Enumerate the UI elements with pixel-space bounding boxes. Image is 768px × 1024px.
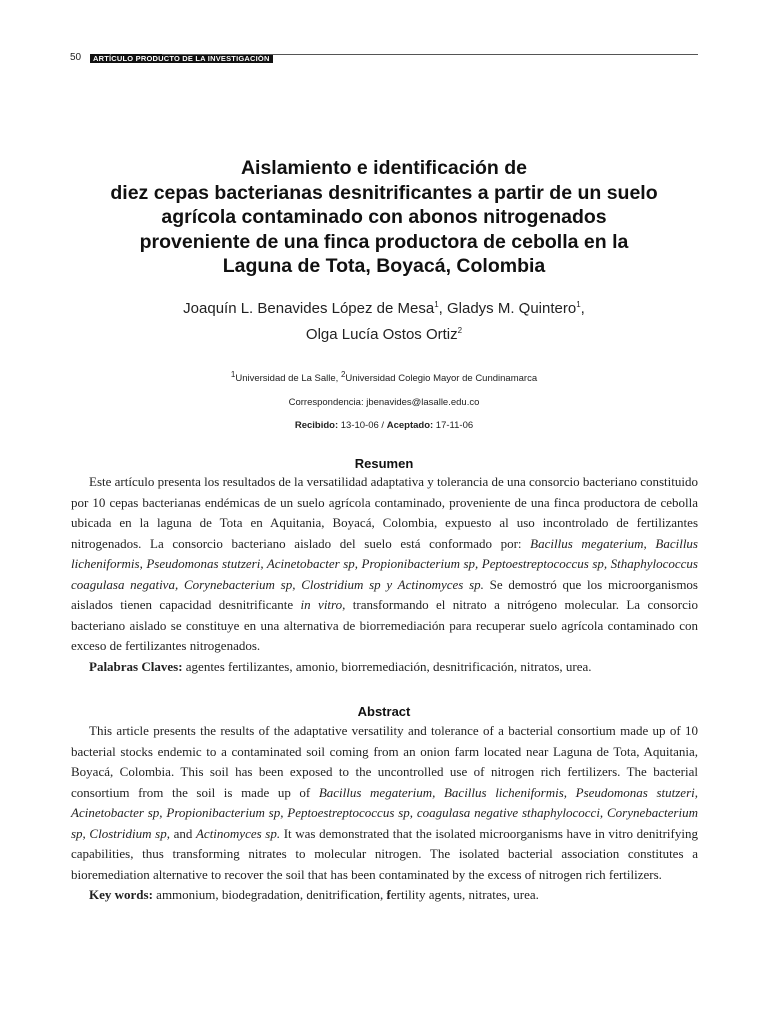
author-affil-mark: 1 [576, 300, 581, 309]
received-date: 13-10-06 / [338, 420, 387, 431]
resumen-keywords [71, 657, 698, 678]
italic-term: in vitro [300, 597, 343, 612]
text-run: This article presents the results of the adaptative versatility and tolerance of a bacterial consortium made up of 10 bacterial stocks endemic to a contaminated soil coming from an onion farm located near Laguna de Tota, Aquitania, Boyacá, Colombia. This soil has been exposed to the uncontrolled use of nitrogen rich fertilizers. The bacterial consortium from the soil is made up of [71, 723, 698, 800]
received-label: Recibido: [294, 420, 339, 431]
italic-term: Actinomyces sp. [195, 825, 281, 841]
text-run: , and [166, 825, 196, 841]
author-separator: , [580, 300, 585, 317]
title-line: diez cepas bacterianas desnitrificantes a partir de un suelo [110, 181, 658, 204]
accepted-label: Aceptado: [386, 420, 434, 431]
author-line [60, 296, 708, 322]
section-label: ARTÍCULO PRODUCTO DE LA INVESTIGACIÓN [90, 54, 273, 63]
article-title [60, 156, 708, 279]
author-affil-mark: 2 [457, 326, 463, 335]
page-number: 50 [70, 52, 82, 63]
keywords-label: Palabras Claves: [89, 658, 183, 674]
keywords-text: ammonium, biodegradation, denitrification, [152, 887, 387, 902]
resumen-paragraph [71, 472, 698, 657]
species-list: Bacillus megaterium, Bacillus licheniformis, Pseudomonas stutzeri, Acinetobacter sp, Propionibacterium sp, Peptoestreptococcus sp, coagulasa negative sthaphylococci, Corynebacterium sp, Clostridium sp [71, 784, 698, 841]
abstract-body [71, 721, 698, 906]
keywords-label: Key words: [89, 887, 153, 902]
resumen-heading: Resumen [354, 456, 414, 471]
keywords-text: agentes fertilizantes, amonio, biorremediación, desnitrificación, nitratos, urea. [182, 658, 592, 674]
author-name: Gladys M. Quintero [446, 300, 577, 317]
text-run: , transformando el nitrato a nitrógeno molecular. La consorcio bacteriano aislado se constituye en una alternativa de biorremediación para recuperar suelo agrícola contaminado con exceso de fertilizantes nitrogenados. [71, 597, 698, 653]
title-line: proveniente de una finca productora de cebolla en la [139, 230, 629, 253]
affil-mark: 1 [230, 369, 236, 379]
accepted-date: 17-11-06 [433, 420, 474, 431]
abstract-paragraph [71, 721, 698, 885]
correspondence: Correspondencia: jbenavides@lasalle.edu.co [288, 397, 480, 408]
running-header [70, 51, 698, 65]
keywords-text: ertility agents, nitrates, urea. [390, 887, 539, 902]
author-name: Olga Lucía Ostos Ortiz [305, 326, 458, 343]
title-line: Laguna de Tota, Boyacá, Colombia [222, 255, 546, 277]
author-name: Joaquín L. Benavides López de Mesa [183, 300, 435, 317]
resumen-body [71, 472, 698, 677]
affiliations [60, 369, 708, 384]
affiliation: Universidad de La Salle, [235, 373, 341, 384]
text-run: Este artículo presenta los resultados de la versatilidad adaptativa y tolerancia de una consorcio bacteriano constituido por 10 cepas bacterianas endémicas de un suelo agrícola contaminado, proveniente de una finca productora de cebolla ubicada en la laguna de Tota en Aquitania, Boyacá, Colombia, expuesto al uso incontrolado de fertilizantes nitrogenados. La consorcio bacteriano aislado del suelo está conformado por: [71, 474, 698, 551]
text-run: Se demostró que los microorganismos aislados tienen capacidad desnitrificante [71, 576, 698, 612]
keywords-bold-letter: f [386, 887, 391, 902]
species-list: Bacillus megaterium, Bacillus licheniformis, Pseudomonas stutzeri, Acinetobacter sp, Propionibacterium sp, Peptoestreptococcus sp, Sthaphylococcus coagulasa negativa, Corynebacterium sp, Clostridium sp y Actinomyces sp. [71, 535, 698, 592]
text-run: It was demonstrated that the isolated microorganisms have in vitro denitrifying capabilities, thus transforming nitrates to molecular nitrogen. The isolated bacterial association constitutes a bioremediation alternative to recover the soil that has been contaminated by the excess of nitrogen rich fertilizers. [71, 825, 698, 882]
title-line: Aislamiento e identificación de [240, 157, 528, 179]
abstract-keywords [71, 885, 698, 906]
title-line: agrícola contaminado con abonos nitrogenados [161, 206, 607, 228]
abstract-heading: Abstract [357, 704, 411, 719]
dates [60, 420, 708, 431]
author-affil-mark: 1 [434, 300, 439, 309]
affil-mark: 2 [340, 369, 346, 379]
header-rule [162, 54, 698, 55]
affiliation: Universidad Colegio Mayor de Cundinamarca [345, 373, 538, 384]
author-line [60, 322, 708, 348]
author-separator: , [438, 300, 447, 317]
author-list [60, 296, 708, 348]
